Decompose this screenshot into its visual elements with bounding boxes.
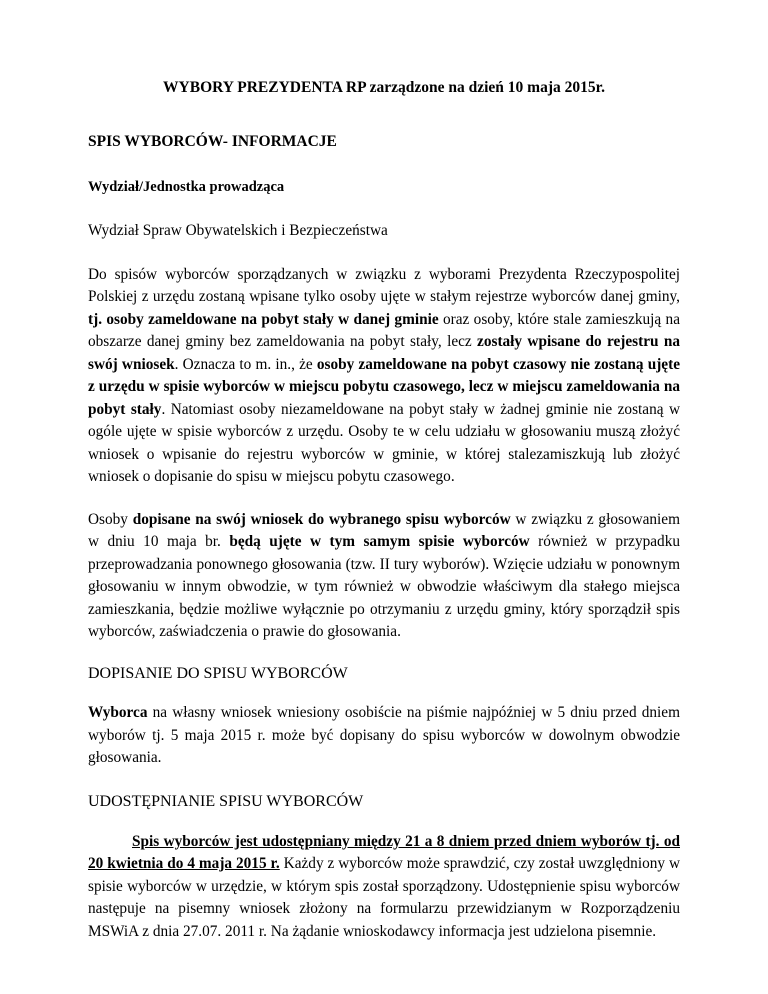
para1-part3: oraz osoby, które stale zamieszkują na obszarze danej gminy bez zameldowania na pobyt stały, lecz: [88, 310, 680, 351]
para2-part4-bold: będą ujęte w tym samym spisie wyborców: [229, 533, 530, 551]
para2-part3: w związku z głosowaniem w dniu 10 maja br.: [88, 510, 680, 551]
paragraph-udostepnianie: [88, 831, 680, 943]
para4-part1-bold-underline: Spis wyborców jest udostępniany między 21 a 8 dniem przed dniem wyborów tj. od 20 kwietnia do 4 maja 2015 r.: [88, 832, 680, 873]
document-title: WYBORY PREZYDENTA RP zarządzone na dzień 10 maja 2015r.: [163, 79, 605, 96]
paragraph-registry-info: [88, 264, 680, 489]
para1-part6-bold: osoby zameldowane na pobyt czasowy nie zostaną ujęte z urzędu w spisie wyborców w miejscu pobytu czasowego, lecz w miejscu zameldowania na pobyt stały: [88, 355, 680, 418]
para1-part7: . Natomiast osoby niezameldowane na pobyt stały w żadnej gminie nie zostaną w ogóle ujęte w spisie wyborców z urzędu. Osoby te w celu udziału w głosowaniu muszą złożyć wniosek o wpisanie do rejestru wyborców w gminie, w której stalezamiszkują lub złożyć wniosek o dopisanie do spisu w miejscu pobytu czasowego.: [88, 400, 681, 486]
para4-part2: Każdy z wyborców może sprawdzić, czy został uwzględniony w spisie wyborców w urzędzie, w którym spis został sporządzony. Udostępnienie spisu wyborców następuje na pisemny wniosek złożony na formularzu przewidzianym w Rozporządzeniu MSWiA z dnia 27.07. 2011 r. Na żądanie wnioskodawcy informacja jest udzielona pisemnie.: [88, 855, 680, 940]
para2-part5: również w przypadku przeprowadzania ponownego głosowania (tzw. II tury wyborów). Wzięcie udziału w ponownym głosowaniu w innym obwodzie, w tym również w obwodzie właściwym dla stałego miejsca zamieszkania, będzie możliwe wyłącznie po otrzymaniu z urzędu gminy, który sporządził spis wyborców, zaświadczenia o prawie do głosowania.: [88, 533, 680, 641]
heading-udostepnianie: UDOSTĘPNIANIE SPISU WYBORCÓW: [88, 792, 364, 810]
para1-part1: Do spisów wyborców sporządzanych w związku z wyborami Prezydenta Rzeczypospolitej Polskiej z urzędu zostaną wpisane tylko osoby ujęte w stałym rejestrze wyborców danej gminy,: [88, 265, 680, 306]
para1-part5: . Oznacza to m. in., że: [174, 355, 317, 373]
para2-part2-bold: dopisane na swój wniosek do wybranego spisu wyborców: [132, 510, 511, 528]
para1-part2-bold: tj. osoby zameldowane na pobyt stały w danej gminie: [88, 310, 439, 328]
paragraph-second-round: [88, 509, 680, 644]
para3-part1-bold: Wyborca: [88, 704, 148, 722]
para3-part2: na własny wniosek wniesiony osobiście na piśmie najpóźniej w 5 dniu przed dniem wyborów tj. 5 maja 2015 r. może być dopisany do spisu wyborców w dowolnym obwodzie głosowania.: [88, 704, 680, 767]
paragraph-dopisanie: [88, 702, 680, 769]
section-title: SPIS WYBORCÓW- INFORMACJE: [88, 133, 337, 151]
unit-label: Wydział/Jednostka prowadząca: [88, 179, 285, 196]
unit-name: Wydział Spraw Obywatelskich i Bezpieczeństwa: [88, 222, 388, 240]
para1-part4-bold: zostały wpisane do rejestru na swój wniosek: [88, 333, 681, 373]
heading-dopisanie: DOPISANIE DO SPISU WYBORCÓW: [88, 664, 348, 682]
para2-part1: Osoby: [88, 510, 133, 528]
